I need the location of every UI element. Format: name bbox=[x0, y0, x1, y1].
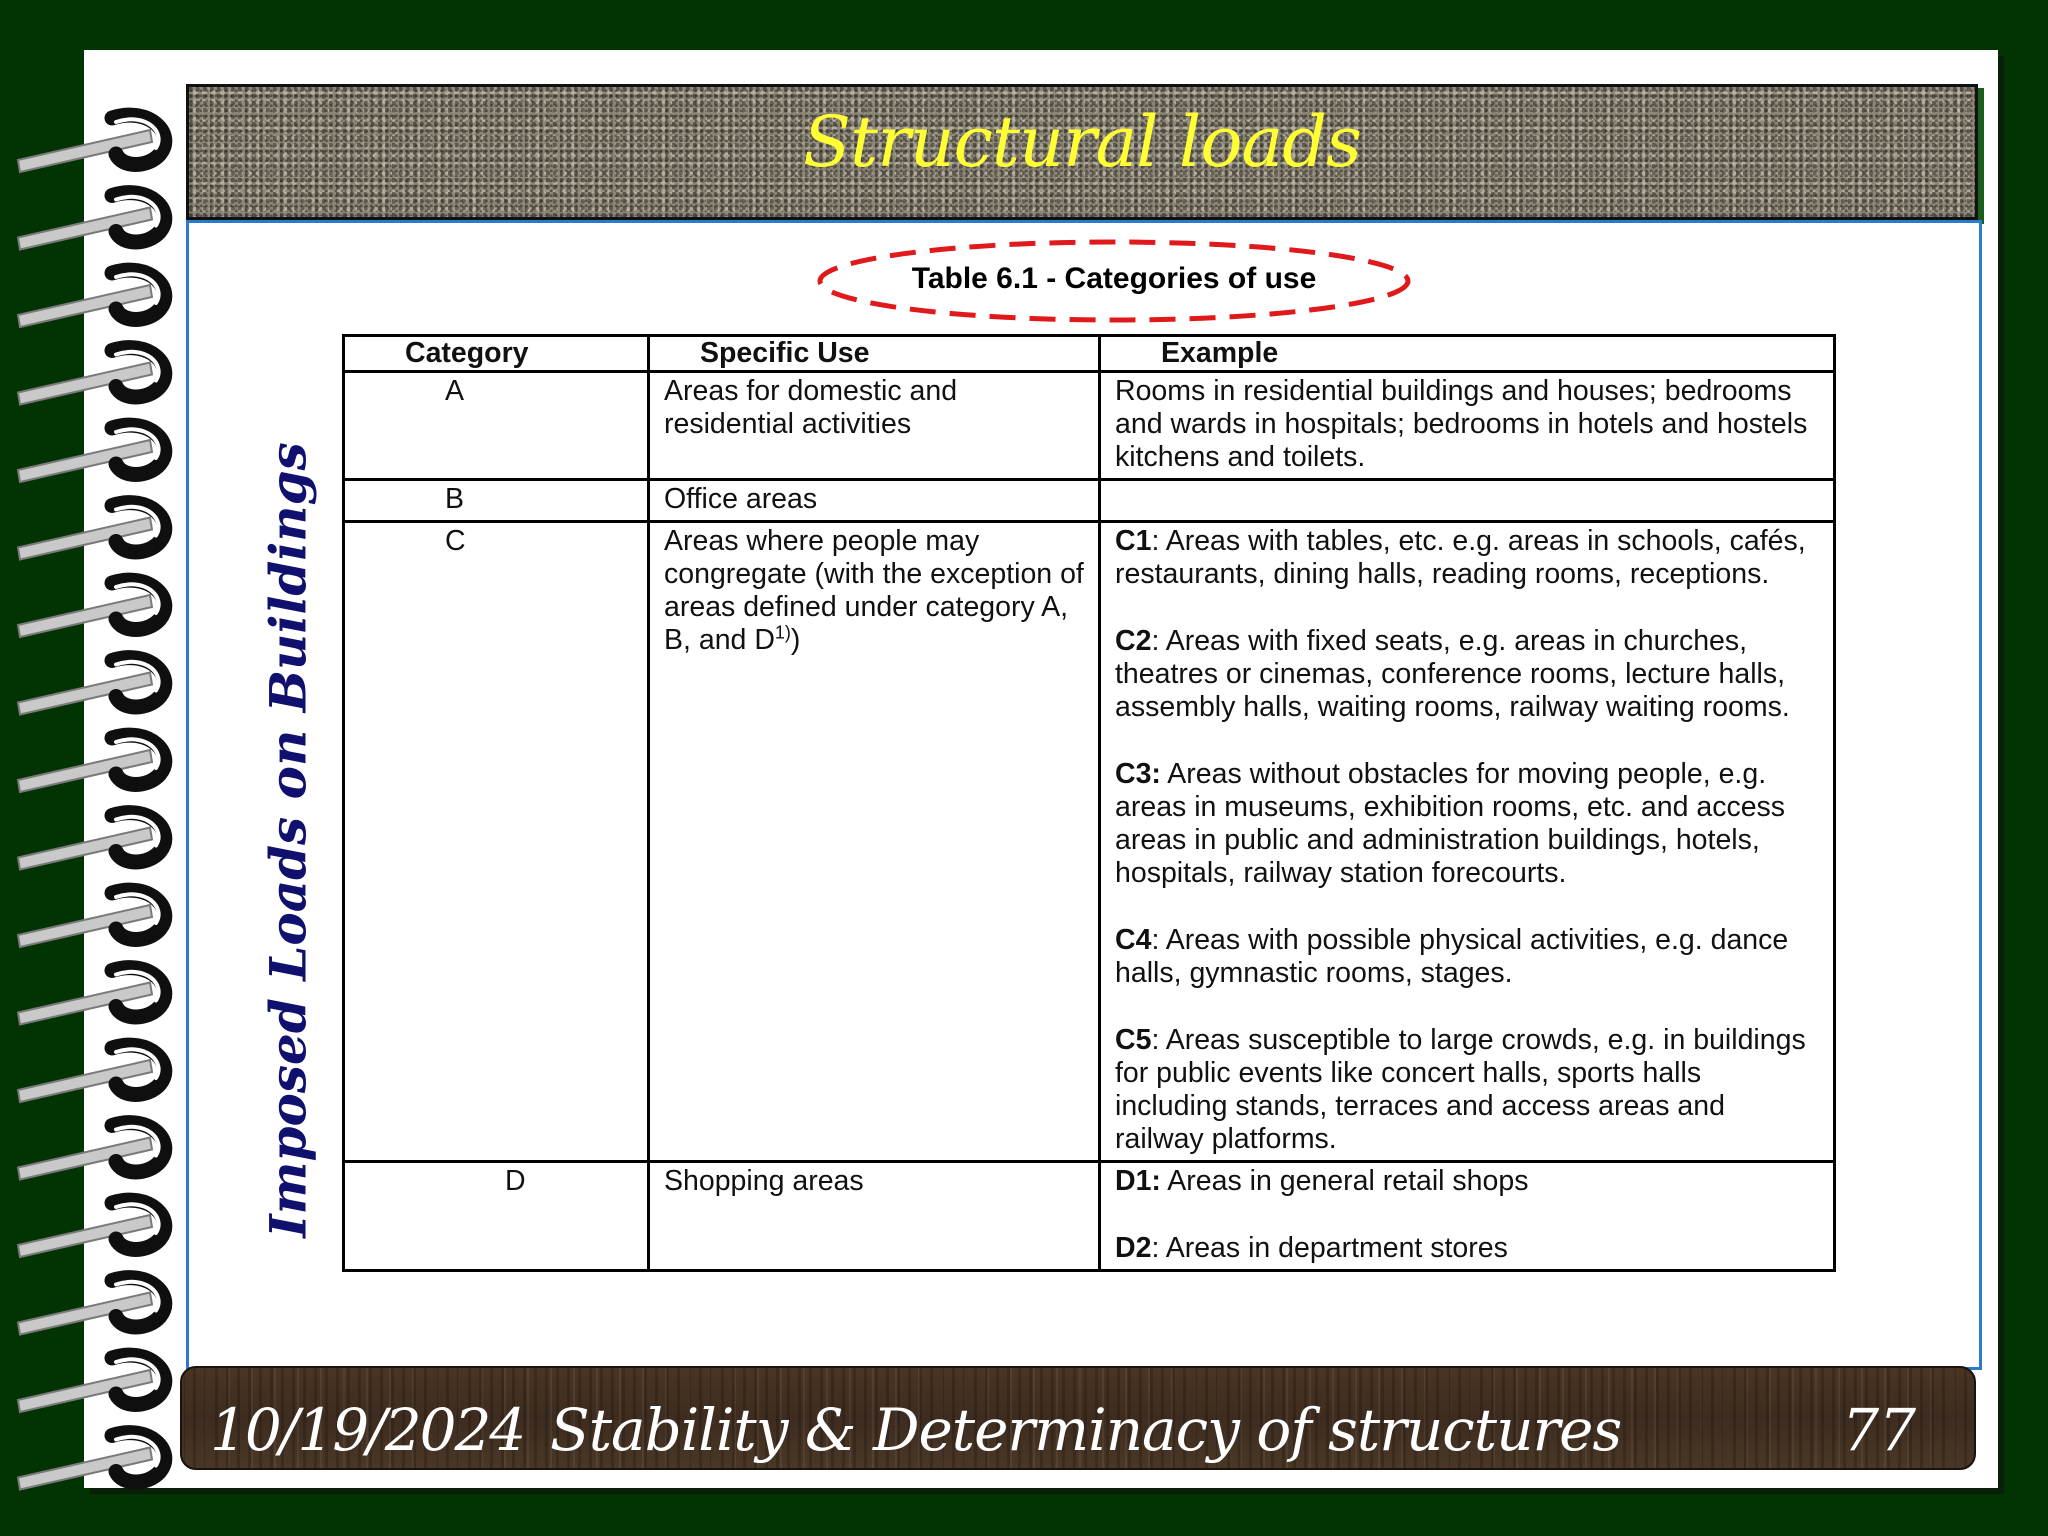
binder-ring bbox=[18, 735, 165, 792]
binder-ring bbox=[18, 580, 165, 637]
category-cell: A bbox=[344, 372, 649, 480]
footer-date: 10/19/2024 bbox=[210, 1396, 525, 1464]
example-text: : Areas with possible physical activities, e.g. dance halls, gymnastic rooms, stages. bbox=[1115, 924, 1789, 989]
table-caption: Table 6.1 - Categories of use bbox=[911, 262, 1317, 295]
table-row bbox=[344, 480, 1835, 522]
example-code: C2 bbox=[1115, 625, 1152, 657]
example-code: C1 bbox=[1115, 525, 1152, 557]
title-bar bbox=[186, 84, 1978, 220]
example-cell bbox=[1100, 480, 1835, 522]
binder-ring bbox=[18, 1278, 165, 1335]
binder-ring bbox=[18, 1045, 165, 1102]
binder-ring bbox=[18, 270, 165, 327]
example-text: Areas without obstacles for moving people, e.g. areas in museums, exhibition rooms, etc. and access areas in public and administration buildings, hotels, hospitals, railway station forecourts. bbox=[1115, 758, 1786, 889]
header-example: Example bbox=[1100, 336, 1835, 372]
binder-ring bbox=[18, 348, 165, 405]
example-item bbox=[1115, 758, 1821, 890]
binder-ring bbox=[18, 1123, 165, 1180]
spiral-binding bbox=[0, 0, 190, 1536]
specific-use-cell: Office areas bbox=[649, 480, 1100, 522]
example-code: D2 bbox=[1115, 1232, 1152, 1264]
example-text: Areas in general retail shops bbox=[1160, 1165, 1529, 1197]
example-item bbox=[1115, 1232, 1821, 1265]
page-number: 77 bbox=[1842, 1396, 1916, 1464]
binder-ring bbox=[18, 968, 165, 1025]
example-code: C4 bbox=[1115, 924, 1152, 956]
header-category: Category bbox=[344, 336, 649, 372]
example-item bbox=[1115, 924, 1821, 990]
category-cell: B bbox=[344, 480, 649, 522]
binder-ring bbox=[18, 813, 165, 870]
example-code: C5 bbox=[1115, 1024, 1152, 1056]
table-viewport bbox=[330, 330, 1850, 1362]
binder-ring bbox=[18, 658, 165, 715]
slide-title: Structural loads bbox=[803, 101, 1361, 183]
binder-ring bbox=[18, 1433, 165, 1490]
binder-ring bbox=[18, 193, 165, 250]
table-caption-highlight bbox=[814, 236, 1414, 326]
table-header-row bbox=[344, 336, 1835, 372]
binder-ring bbox=[18, 503, 165, 560]
example-text: : Areas with tables, etc. e.g. areas in schools, cafés, restaurants, dining halls, reading rooms, receptions. bbox=[1115, 525, 1806, 590]
example-text: Rooms in residential buildings and houses; bedrooms and wards in hospitals; bedrooms in hotels and hostels kitchens and toilets. bbox=[1115, 375, 1808, 473]
table-row bbox=[344, 372, 1835, 480]
example-item bbox=[1115, 1024, 1821, 1156]
example-item bbox=[1115, 525, 1821, 591]
binder-ring bbox=[18, 425, 165, 482]
example-text: : Areas in department stores bbox=[1151, 1232, 1508, 1264]
categories-table bbox=[342, 334, 1836, 1272]
specific-use-cell: Shopping areas bbox=[649, 1162, 1100, 1271]
example-cell bbox=[1100, 372, 1835, 480]
side-title: Imposed Loads on Buildings bbox=[258, 442, 318, 1238]
example-item bbox=[1115, 625, 1821, 724]
binder-ring bbox=[18, 1355, 165, 1412]
category-cell: D bbox=[344, 1162, 649, 1271]
specific-use-cell: Areas for domestic and residential activities bbox=[649, 372, 1100, 480]
table-row bbox=[344, 1162, 1835, 1271]
binder-ring bbox=[18, 1200, 165, 1257]
example-code: D1: bbox=[1115, 1165, 1161, 1197]
example-code: C3: bbox=[1115, 758, 1161, 790]
footer-title: Stability & Determinacy of structures bbox=[550, 1396, 1622, 1464]
specific-use-cell bbox=[649, 522, 1100, 1162]
example-item bbox=[1115, 1165, 1821, 1198]
example-cell bbox=[1100, 1162, 1835, 1271]
footer-bar bbox=[180, 1366, 1976, 1470]
table-row bbox=[344, 522, 1835, 1162]
header-specific-use: Specific Use bbox=[649, 336, 1100, 372]
example-text: : Areas with fixed seats, e.g. areas in churches, theatres or cinemas, conference rooms, lecture halls, assembly halls, waiting rooms, railway waiting rooms. bbox=[1115, 625, 1790, 723]
category-cell: C bbox=[344, 522, 649, 1162]
specific-use-tail: ) bbox=[790, 624, 801, 656]
example-cell bbox=[1100, 522, 1835, 1162]
example-text: : Areas susceptible to large crowds, e.g. in buildings for public events like concert halls, sports halls including stands, terraces and access areas and railway platforms. bbox=[1115, 1024, 1806, 1155]
binder-ring bbox=[18, 115, 165, 172]
footnote-marker: 1) bbox=[774, 622, 791, 643]
binder-ring bbox=[18, 890, 165, 947]
specific-use-text: Areas where people may congregate (with the exception of areas defined under category A, B, and D bbox=[664, 525, 1084, 656]
